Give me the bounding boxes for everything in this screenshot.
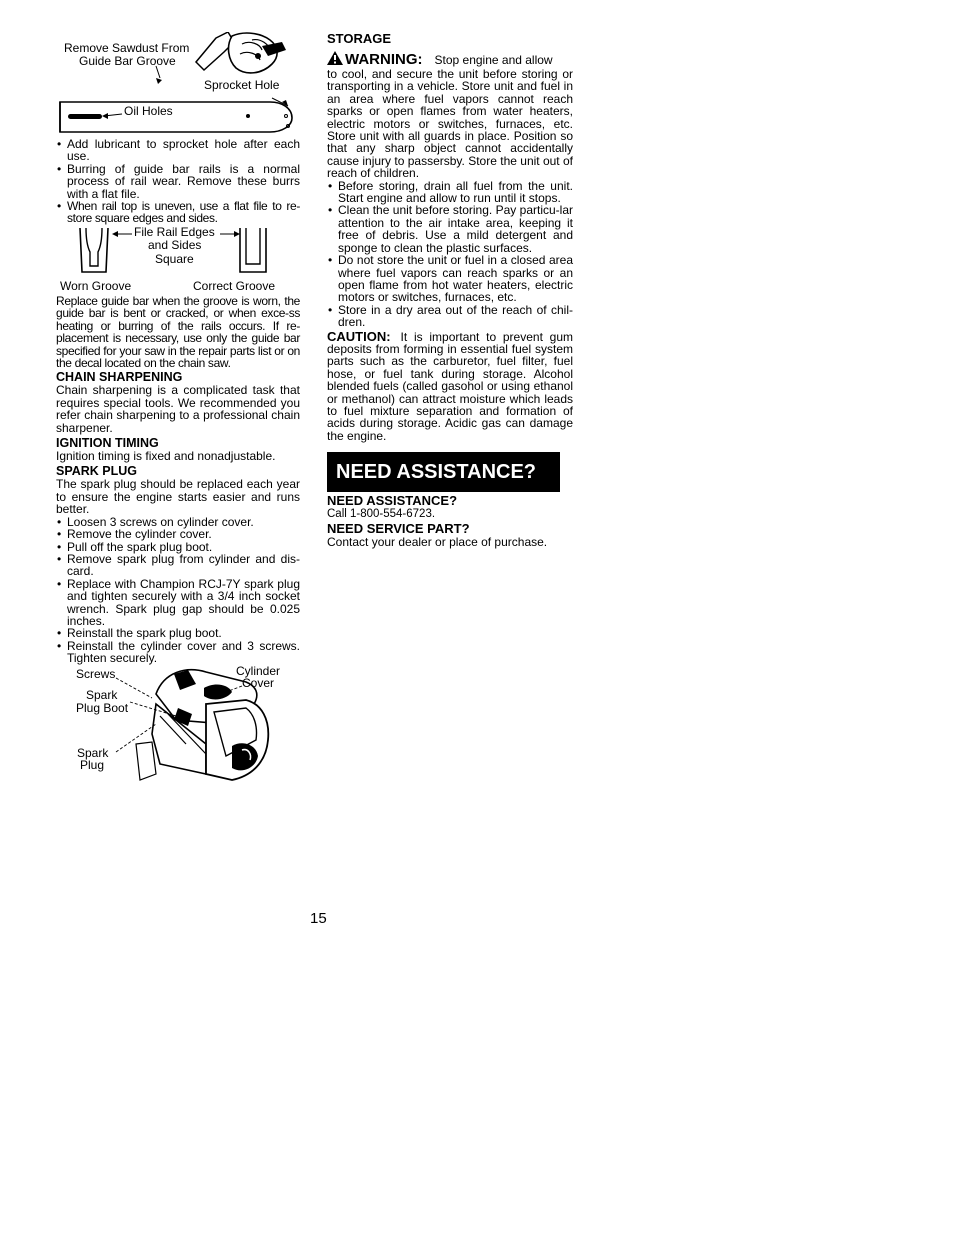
right-column xyxy=(327,32,573,442)
list-item: • Remove spark plug from cylinder and dis-card. xyxy=(56,553,300,578)
caution-text: It is important to prevent gum deposits from forming in essential fuel system parts such as the carburetor, fuel filter, fuel hose, or fuel tank during storage. Alcohol blended fuels (called gasohol or using ethanol or methanol) can attract moisture which leads to fuel mixture separation and formation of acids during storage. Acidic gas can damage the engine. xyxy=(327,329,573,443)
list-item: • Store in a dry area out of the reach of chil-dren. xyxy=(327,304,573,329)
warning-text: to cool, and secure the unit before storing or transporting in a vehicle. Store unit and fuel in an area where fuel vapors cannot reach sparks or open flames from water heaters, electric motors or switches, furnaces, etc. Store unit with all guards in place. Position so that any sharp object cannot accidentally cause injury to passersby. Store the unit out of reach of children. xyxy=(327,67,573,181)
warning-line xyxy=(327,50,573,68)
chain-sharpening-text: Chain sharpening is a complicated task that requires special tools. We recommended you refer chain sharpening to a professional chain sharpener. xyxy=(56,383,300,435)
list-item: • Replace with Champion RCJ-7Y spark plug and tighten securely with a 3/4 inch socket wrench. Spark plug gap should be 0.025 inches. xyxy=(56,578,300,628)
list-item: • Pull off the spark plug boot. xyxy=(56,541,300,553)
list-item: • Reinstall the cylinder cover and 3 screws. Tighten securely. xyxy=(56,640,300,665)
guide-bar-bullets xyxy=(56,138,300,225)
cylinder-cover-label-line2: Cover xyxy=(242,676,275,690)
correct-groove-label: Correct Groove xyxy=(193,279,276,293)
ignition-timing-text: Ignition timing is fixed and nonadjustable. xyxy=(56,449,276,464)
spark-plug-boot-label-line2: Plug Boot xyxy=(76,701,129,715)
sprocket-hole-label: Sprocket Hole xyxy=(204,78,280,92)
need-assistance-heading: NEED ASSISTANCE? xyxy=(327,493,458,508)
list-item: • Burring of guide bar rails is a normal process of rail wear. Remove these burrs with a flat file. xyxy=(56,163,300,200)
page-number: 15 xyxy=(310,910,327,927)
replace-guide-bar-text: Replace guide bar when the groove is worn, the guide bar is bent or cracked, or when exce-ss heating or burring of the rails occurs. If re-placement is necessary, use only the guide bar specified for your saw in the repair parts list or on the decal located on the chain saw. xyxy=(56,294,300,371)
warning-first-line: Stop engine and allow xyxy=(434,53,553,67)
service-part-text: Contact your dealer or place of purchase. xyxy=(327,535,548,550)
spark-plug-boot-label-line1: Spark xyxy=(86,688,118,702)
worn-groove-label: Worn Groove xyxy=(60,279,132,293)
ignition-timing-heading: IGNITION TIMING xyxy=(56,436,159,451)
warning-triangle-icon xyxy=(327,51,343,65)
caution-paragraph xyxy=(327,328,573,443)
left-column-lower xyxy=(56,295,300,665)
spark-plug-text: The spark plug should be replaced each year to ensure the engine starts easier and runs better. xyxy=(56,477,300,517)
spark-plug-steps xyxy=(56,516,300,665)
caution-title: CAUTION: xyxy=(327,328,391,344)
spark-plug-heading: SPARK PLUG xyxy=(56,464,138,479)
list-item: • Remove the cylinder cover. xyxy=(56,528,300,540)
list-item: • Reinstall the spark plug boot. xyxy=(56,627,300,639)
file-rail-label-line1: File Rail Edges xyxy=(134,225,215,239)
cylinder-cover-label-line1: Cylinder xyxy=(236,664,281,678)
sawdust-label-line1: Remove Sawdust From xyxy=(64,41,190,55)
spark-plug-figure xyxy=(56,664,300,784)
file-rail-label-line2: and Sides xyxy=(148,238,202,252)
list-item: • When rail top is uneven, use a flat file to re-store square edges and sides. xyxy=(56,200,300,225)
oil-holes-label: Oil Holes xyxy=(124,104,173,118)
assistance-section xyxy=(327,494,573,549)
list-item: • Clean the unit before storing. Pay particu-lar attention to the air intake area, keeping it free of debris. Use a mild detergent and sponge to clean the plastic surfaces. xyxy=(327,204,573,254)
storage-heading: STORAGE xyxy=(327,31,392,46)
need-assistance-banner: NEED ASSISTANCE? xyxy=(327,452,560,492)
list-item: • Loosen 3 screws on cylinder cover. xyxy=(56,516,300,528)
spark-plug-label-line1: Spark xyxy=(77,746,109,760)
phone-number-text: Call 1-800-554-6723. xyxy=(327,508,436,520)
sawdust-label-line2: Guide Bar Groove xyxy=(79,54,176,68)
list-item: • Before storing, drain all fuel from the unit. Start engine and allow to run until it stops. xyxy=(327,180,573,205)
left-column-upper xyxy=(56,138,300,225)
chain-sharpening-heading: CHAIN SHARPENING xyxy=(56,370,183,385)
list-item: • Do not store the unit or fuel in a closed area where fuel vapors can reach sparks or an open flame from hot water heaters, electric motors or switches, furnaces, etc. xyxy=(327,254,573,304)
storage-bullets xyxy=(327,180,573,329)
spark-plug-label-line2: Plug xyxy=(80,758,105,772)
guide-bar-figure xyxy=(56,32,300,137)
need-service-part-heading: NEED SERVICE PART? xyxy=(327,521,470,537)
groove-figure xyxy=(56,226,300,296)
file-rail-label-line3: Square xyxy=(155,252,194,266)
screws-label: Screws xyxy=(76,667,116,681)
warning-title: WARNING: xyxy=(345,51,423,68)
list-item: • Add lubricant to sprocket hole after each use. xyxy=(56,138,300,163)
